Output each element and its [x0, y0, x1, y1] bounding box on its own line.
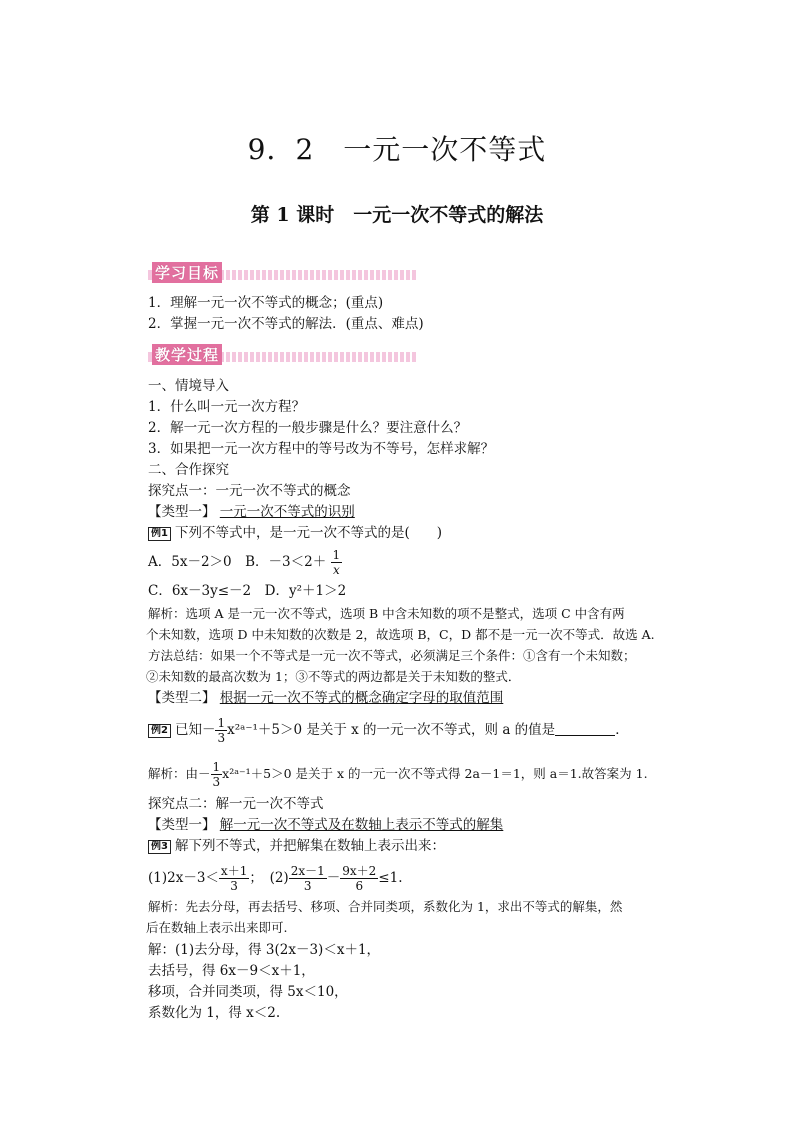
page-title: 9．2 一元一次不等式 [247, 133, 547, 166]
numerator: 1 [332, 548, 341, 562]
question-item: 1．什么叫一元一次方程？ [148, 399, 306, 415]
fraction [340, 864, 378, 893]
type-heading [148, 688, 503, 708]
numerator: 1 [212, 760, 221, 774]
example-2 [148, 716, 629, 745]
denominator: 3 [212, 775, 221, 789]
banner-label: 教学过程 [152, 344, 222, 365]
numerator: 9x＋2 [342, 864, 377, 878]
type-tag: 【类型一】 [148, 504, 216, 520]
example-badge: 例1 [148, 527, 171, 541]
denominator: 3 [303, 879, 312, 893]
question-item: 3．如果把一元一次方程中的等号改为不等号，怎样求解？ [148, 441, 495, 457]
type-tag: 【类型二】 [148, 690, 216, 706]
explore-point-heading: 探究点一：一元一次不等式的概念 [148, 483, 351, 499]
example-text: x²ᵃ⁻¹＋5＞0 是关于 x 的一元一次不等式，则 a 的值是 [227, 722, 556, 738]
numerator: x＋1 [220, 864, 248, 878]
analysis-line: 解析：选项 A 是一元一次不等式，选项 B 中含未知数的项不是整式，选项 C 中含有两 [148, 606, 625, 621]
analysis-line: 解析：先去分母，再去括号、移项、合并同类项，系数化为 1，求出不等式的解集，然 [148, 899, 623, 914]
example-1 [148, 523, 442, 543]
expr-text: (1)2x－3＜ [148, 870, 219, 886]
denominator: 6 [355, 879, 364, 893]
numerator: 1 [217, 716, 226, 730]
example-text: ． [615, 722, 629, 738]
type-heading [148, 815, 503, 835]
example-3-inequalities [148, 864, 403, 893]
goal-item: 2．掌握一元一次不等式的解法．(重点、难点) [148, 316, 424, 332]
solution-line: 移项，合并同类项，得 5x＜10， [148, 984, 348, 1000]
section-heading: 二、合作探究 [148, 462, 229, 478]
type-heading [148, 502, 355, 522]
method-summary-line: ②未知数的最高次数为 1；③不等式的两边都是关于未知数的整式． [146, 669, 521, 684]
solution-line: 去括号，得 6x－9＜x＋1， [148, 963, 315, 979]
analysis-line [148, 760, 648, 789]
option-text: A．5x－2＞0 B．－3＜2＋ [148, 554, 327, 570]
goal-item: 1．理解一元一次不等式的概念；(重点) [148, 295, 384, 311]
example-badge: 例2 [148, 724, 171, 738]
example-3 [148, 836, 445, 856]
teaching-process-banner [148, 346, 418, 366]
solution-line: 系数化为 1，得 x＜2. [148, 1005, 281, 1021]
fraction [219, 864, 249, 893]
denominator: 3 [217, 731, 226, 745]
answer-blank[interactable] [555, 721, 615, 736]
fraction [215, 716, 227, 745]
learning-goals-banner [148, 264, 418, 284]
banner-label: 学习目标 [152, 262, 222, 283]
analysis-text: x²ᵃ⁻¹＋5＞0 是关于 x 的一元一次不等式得 2a－1＝1，则 a＝1.故答案为 1. [222, 766, 648, 781]
example-text: 解下列不等式，并把解集在数轴上表示出来： [174, 838, 445, 854]
analysis-line: 个未知数，选项 D 中未知数的次数是 2，故选项 B，C，D 都不是一元一次不等式．故选 A. [146, 627, 655, 642]
example-text: 已知－ [174, 722, 216, 738]
fraction [289, 864, 327, 893]
expr-text: ； (2) [249, 870, 289, 886]
numerator: 2x－1 [290, 864, 325, 878]
option-line-cd: C．6x－3y≤－2 D．y²＋1＞2 [148, 583, 347, 599]
question-item: 2．解一元一次方程的一般步骤是什么？要注意什么？ [148, 420, 468, 436]
type-title: 一元一次不等式的识别 [219, 504, 355, 520]
method-summary-line: 方法总结：如果一个不等式是一元一次不等式，必须满足三个条件：①含有一个未知数； [148, 648, 636, 663]
fraction [331, 548, 343, 577]
type-title: 根据一元一次不等式的概念确定字母的取值范围 [219, 690, 504, 706]
fraction [211, 760, 223, 789]
type-tag: 【类型一】 [148, 817, 216, 833]
denominator: x [332, 563, 340, 577]
section-heading: 一、情境导入 [148, 378, 229, 394]
analysis-text: 解析：由－ [148, 766, 211, 781]
type-title: 解一元一次不等式及在数轴上表示不等式的解集 [219, 817, 504, 833]
example-text: 下列不等式中，是一元一次不等式的是( ) [174, 525, 443, 541]
expr-text: － [326, 870, 341, 886]
example-badge: 例3 [148, 840, 171, 854]
solution-line: 解：(1)去分母，得 3(2x－3)＜x＋1， [148, 942, 381, 958]
analysis-line: 后在数轴上表示出来即可. [146, 920, 288, 935]
expr-text: ≤1. [378, 870, 403, 886]
option-line-ab [148, 548, 342, 577]
denominator: 3 [230, 879, 238, 893]
explore-point-heading: 探究点二：解一元一次不等式 [148, 796, 324, 812]
lesson-subtitle: 第 1 课时 一元一次不等式的解法 [250, 204, 544, 226]
